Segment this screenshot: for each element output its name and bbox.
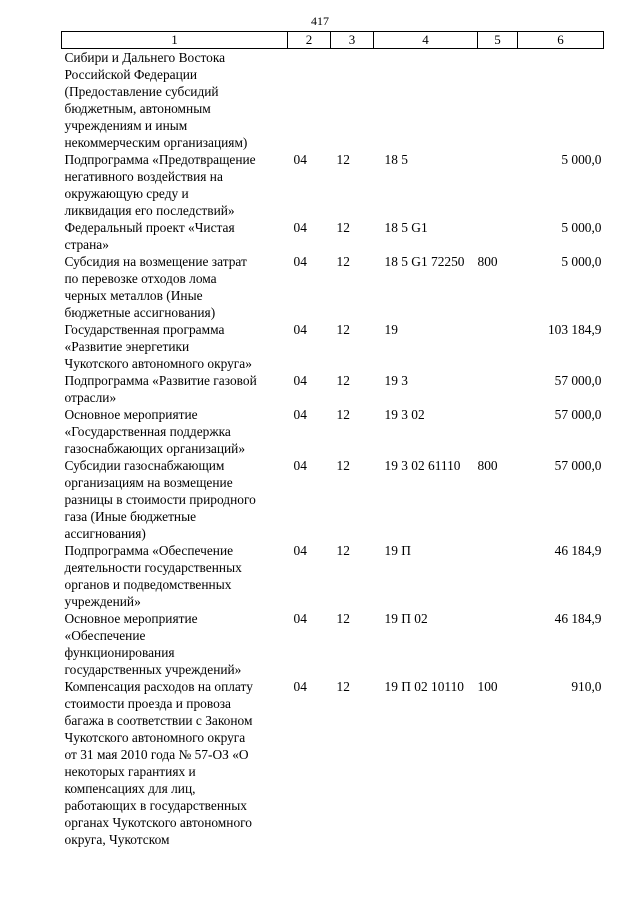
table-row <box>62 49 604 152</box>
cell-section <box>288 49 331 152</box>
cell-subsection: 12 <box>336 458 350 473</box>
cell-amount: 57 000,0 <box>554 407 602 422</box>
cell-target-article: 19 3 <box>384 373 408 388</box>
column-header: 5 <box>478 32 518 49</box>
cell-name: Субсидии газоснабжающим организациям на возмещение разницы в стоимости природного газа (Иные бюджетные ассигнования) <box>64 458 256 541</box>
cell-expense-type <box>478 372 518 406</box>
table-row <box>62 457 604 542</box>
cell-expense-type <box>478 610 518 678</box>
cell-name: Подпрограмма «Развитие газовой отрасли» <box>64 373 257 405</box>
cell-expense-type <box>478 49 518 152</box>
cell-name: Субсидия на возмещение затрат по перевозке отходов лома черных металлов (Иные бюджетные ассигнования) <box>64 254 247 320</box>
cell-amount: 5 000,0 <box>561 254 602 269</box>
column-header: 6 <box>518 32 604 49</box>
cell-name: Федеральный проект «Чистая страна» <box>64 220 235 252</box>
cell-expense-type: 800 <box>477 458 498 473</box>
cell-subsection: 12 <box>336 679 350 694</box>
cell-amount: 910,0 <box>571 679 602 694</box>
cell-amount: 57 000,0 <box>554 373 602 388</box>
cell-target-article: 18 5 G1 72250 <box>384 254 465 269</box>
cell-expense-type <box>478 542 518 610</box>
cell-expense-type: 800 <box>477 254 498 269</box>
cell-expense-type <box>478 219 518 253</box>
page-number: 417 <box>311 14 329 28</box>
cell-name: Компенсация расходов на оплату стоимости проезда и провоза багажа в соответствии с Законом Чукотского автономного округа от 31 мая 2010 года № 57-ОЗ «О некоторых гарантиях и компенсациях для лиц, работающих в государственных органах Чукотского автономного округа, Чукотском <box>64 679 253 847</box>
cell-expense-type <box>478 406 518 457</box>
cell-subsection: 12 <box>336 373 350 388</box>
cell-amount: 5 000,0 <box>561 152 602 167</box>
cell-name: Основное мероприятие «Обеспечение функционирования государственных учреждений» <box>64 611 242 677</box>
cell-target-article: 18 5 <box>384 152 408 167</box>
cell-target-article: 19 П 02 10110 <box>384 679 464 694</box>
table-row <box>62 219 604 253</box>
cell-name: Государственная программа «Развитие энергетики Чукотского автономного округа» <box>64 322 252 371</box>
cell-target-article: 18 5 G1 <box>384 220 428 235</box>
cell-subsection: 12 <box>336 220 350 235</box>
cell-section: 04 <box>293 458 307 473</box>
cell-target-article: 19 П <box>384 543 411 558</box>
cell-name: Подпрограмма «Обеспечение деятельности государственных органов и подведомственных учреждений» <box>64 543 242 609</box>
budget-table <box>61 31 604 848</box>
table-row <box>62 610 604 678</box>
cell-subsection: 12 <box>336 254 350 269</box>
cell-subsection <box>331 49 374 152</box>
table-row <box>62 253 604 321</box>
cell-amount: 103 184,9 <box>547 322 602 337</box>
cell-expense-type: 100 <box>477 679 498 694</box>
cell-section: 04 <box>293 322 307 337</box>
cell-subsection: 12 <box>336 322 350 337</box>
cell-amount: 5 000,0 <box>561 220 602 235</box>
column-header: 1 <box>62 32 288 49</box>
cell-target-article: 19 3 02 61110 <box>384 458 461 473</box>
cell-name: Сибири и Дальнего Востока Российской Федерации (Предоставление субсидий бюджетным, автономным учреждениям и иным некоммерческим организациям) <box>64 50 248 150</box>
cell-target-article: 19 3 02 <box>384 407 425 422</box>
cell-name: Подпрограмма «Предотвращение негативного воздействия на окружающую среду и ликвидация его последствий» <box>64 152 256 218</box>
cell-target-article <box>374 49 478 152</box>
cell-section: 04 <box>293 152 307 167</box>
cell-amount: 57 000,0 <box>554 458 602 473</box>
cell-amount <box>518 49 604 152</box>
column-header: 2 <box>288 32 331 49</box>
table-row <box>62 542 604 610</box>
cell-section: 04 <box>293 407 307 422</box>
cell-subsection: 12 <box>336 611 350 626</box>
cell-target-article: 19 П 02 <box>384 611 428 626</box>
table-row <box>62 406 604 457</box>
table-row <box>62 321 604 372</box>
cell-target-article: 19 <box>384 322 398 337</box>
cell-subsection: 12 <box>336 543 350 558</box>
cell-section: 04 <box>293 679 307 694</box>
cell-section: 04 <box>293 254 307 269</box>
cell-section: 04 <box>293 373 307 388</box>
column-header: 3 <box>331 32 374 49</box>
cell-expense-type <box>478 151 518 219</box>
cell-amount: 46 184,9 <box>554 611 602 626</box>
cell-name: Основное мероприятие «Государственная поддержка газоснабжающих организаций» <box>64 407 246 456</box>
cell-subsection: 12 <box>336 152 350 167</box>
table-row <box>62 151 604 219</box>
cell-amount: 46 184,9 <box>554 543 602 558</box>
table-row <box>62 678 604 848</box>
cell-expense-type <box>478 321 518 372</box>
column-header: 4 <box>374 32 478 49</box>
cell-section: 04 <box>293 611 307 626</box>
cell-subsection: 12 <box>336 407 350 422</box>
cell-section: 04 <box>293 220 307 235</box>
cell-section: 04 <box>293 543 307 558</box>
table-row <box>62 372 604 406</box>
table-header-row <box>62 32 604 49</box>
